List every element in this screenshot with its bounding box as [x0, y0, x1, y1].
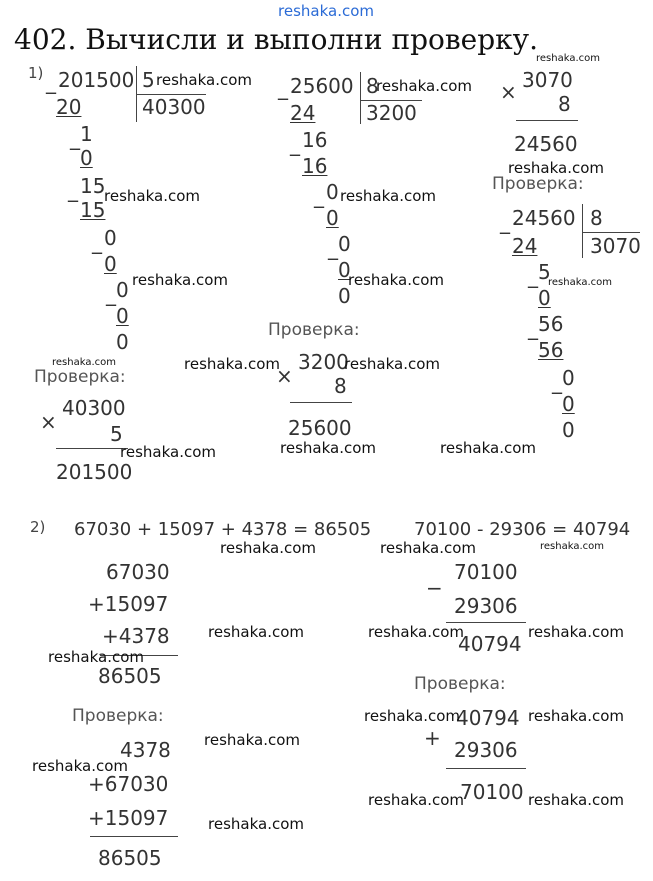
mul-result-line	[516, 120, 578, 121]
check3-step: 24	[512, 234, 538, 258]
mul-factor-b: 8	[558, 92, 571, 116]
watermark: reshaka.com	[540, 541, 604, 552]
check3-minus-sign: _	[500, 210, 510, 234]
check3-step: 5	[538, 260, 551, 284]
check-label: Проверка:	[34, 367, 126, 387]
watermark: reshaka.com	[528, 623, 624, 641]
check3-dividend: 24560	[512, 206, 576, 230]
check1-factor-b: 5	[110, 422, 123, 446]
watermark: reshaka.com	[120, 443, 216, 461]
div1-step: 0	[104, 226, 117, 250]
exercise-title: 402. Вычисли и выполни проверку.	[14, 23, 539, 56]
sum-check-term: +15097	[88, 806, 169, 830]
watermark: reshaka.com	[548, 277, 612, 288]
check3-step: 56	[538, 312, 564, 336]
diff-subtrahend: 29306	[454, 594, 518, 618]
div1-minus-sign: _	[70, 126, 80, 150]
watermark: reshaka.com	[48, 648, 144, 666]
check3-minus-sign: _	[528, 316, 538, 340]
div1-minus-sign: _	[106, 282, 116, 306]
check3-divisor: 8	[590, 206, 603, 230]
check3-step: 56	[538, 338, 564, 362]
check1-result-line	[56, 448, 128, 449]
watermark: reshaka.com	[340, 187, 436, 205]
div2-vertical-bar	[360, 72, 361, 124]
div2-divisor: 8	[366, 74, 379, 98]
watermark: reshaka.com	[132, 271, 228, 289]
div2-step: 16	[302, 128, 328, 152]
diff-result: 40794	[458, 632, 522, 656]
watermark: reshaka.com	[536, 53, 600, 64]
watermark: reshaka.com	[364, 707, 460, 725]
check3-quotient: 3070	[590, 234, 641, 258]
sum-expression: 67030 + 15097 + 4378 = 86505	[74, 519, 372, 540]
div2-step: 0	[338, 232, 351, 256]
watermark: reshaka.com	[528, 791, 624, 809]
div1-step: 0	[116, 304, 129, 328]
diff-expression: 70100 - 29306 = 40794	[414, 519, 631, 540]
div1-quotient: 40300	[142, 95, 206, 119]
div2-minus-sign: _	[278, 76, 288, 100]
watermark: reshaka.com	[380, 539, 476, 557]
check2-operator: ×	[276, 364, 293, 388]
sum-check-result: 86505	[98, 846, 162, 870]
watermark: reshaka.com	[32, 757, 128, 775]
watermark: reshaka.com	[204, 731, 300, 749]
div1-minus-sign: _	[92, 230, 102, 254]
div2-step: 16	[302, 154, 328, 178]
check-label: Проверка:	[72, 706, 164, 726]
sum-check-term: +67030	[88, 772, 169, 796]
div2-step: 0	[326, 206, 339, 230]
diff-check-result-line	[446, 768, 526, 769]
check3-step: 0	[562, 366, 575, 390]
div2-dividend: 25600	[290, 74, 354, 98]
check2-factor-a: 3200	[298, 350, 349, 374]
sum-term: 67030	[106, 560, 170, 584]
watermark: reshaka.com	[220, 539, 316, 557]
sum-check-result-line	[90, 836, 178, 837]
watermark: reshaka.com	[156, 71, 252, 89]
div2-quotient: 3200	[366, 101, 417, 125]
watermark: reshaka.com	[440, 439, 536, 457]
check1-factor-a: 40300	[62, 396, 126, 420]
sum-term: +4378	[102, 624, 170, 648]
div1-step: 0	[116, 278, 129, 302]
watermark-top: reshaka.com	[278, 2, 374, 20]
div2-minus-sign: _	[328, 236, 338, 260]
watermark: reshaka.com	[184, 355, 280, 373]
check3-step: 0	[562, 418, 575, 442]
check3-horizontal-bar	[582, 232, 640, 233]
diff-check-operator: +	[424, 726, 441, 750]
check1-result: 201500	[56, 460, 133, 484]
check3-vertical-bar	[582, 204, 583, 258]
div2-step: 24	[290, 101, 316, 125]
sum-result: 86505	[98, 664, 162, 688]
diff-minuend: 70100	[454, 560, 518, 584]
check3-minus-sign: _	[552, 370, 562, 394]
check2-factor-b: 8	[334, 374, 347, 398]
check-label: Проверка:	[492, 174, 584, 194]
div1-minus-sign: _	[68, 178, 78, 202]
watermark: reshaka.com	[368, 623, 464, 641]
div1-step: 0	[80, 146, 93, 170]
watermark: reshaka.com	[104, 187, 200, 205]
div1-minus-sign: _	[46, 70, 56, 94]
div2-step: 0	[338, 284, 351, 308]
check1-operator: ×	[40, 410, 57, 434]
div1-step: 15	[80, 198, 106, 222]
diff-check-term-a: 40794	[456, 706, 520, 730]
watermark: reshaka.com	[208, 623, 304, 641]
watermark: reshaka.com	[344, 355, 440, 373]
div2-minus-sign: _	[290, 132, 300, 156]
check3-step: 0	[562, 392, 575, 416]
watermark: reshaka.com	[208, 815, 304, 833]
div2-minus-sign: _	[314, 184, 324, 208]
sum-check-term: 4378	[120, 738, 171, 762]
check-label: Проверка:	[268, 320, 360, 340]
div2-step: 0	[326, 180, 339, 204]
check2-result: 25600	[288, 416, 352, 440]
watermark: reshaka.com	[52, 357, 116, 368]
watermark: reshaka.com	[528, 707, 624, 725]
part1-label: 1)	[28, 64, 44, 82]
diff-check-result: 70100	[460, 780, 524, 804]
watermark: reshaka.com	[368, 791, 464, 809]
mul-result: 24560	[514, 132, 578, 156]
mul-operator: ×	[500, 80, 517, 104]
diff-check-term-b: 29306	[454, 738, 518, 762]
mul-factor-a: 3070	[522, 68, 573, 92]
part2-label: 2)	[30, 518, 46, 536]
div1-step: 1	[80, 122, 93, 146]
watermark: reshaka.com	[348, 271, 444, 289]
watermark: reshaka.com	[376, 77, 472, 95]
check3-minus-sign: _	[528, 264, 538, 288]
div1-step: 0	[116, 330, 129, 354]
div1-step: 0	[104, 252, 117, 276]
div1-step: 15	[80, 174, 106, 198]
div1-dividend: 201500	[58, 68, 135, 92]
check3-step: 0	[538, 286, 551, 310]
div2-step: 0	[338, 258, 351, 282]
div1-step: 20	[56, 95, 82, 119]
watermark: reshaka.com	[508, 159, 604, 177]
diff-operator: −	[426, 576, 443, 600]
div1-divisor: 5	[142, 68, 155, 92]
sum-term: +15097	[88, 592, 169, 616]
check-label: Проверка:	[414, 674, 506, 694]
check2-result-line	[290, 402, 352, 403]
watermark: reshaka.com	[280, 439, 376, 457]
